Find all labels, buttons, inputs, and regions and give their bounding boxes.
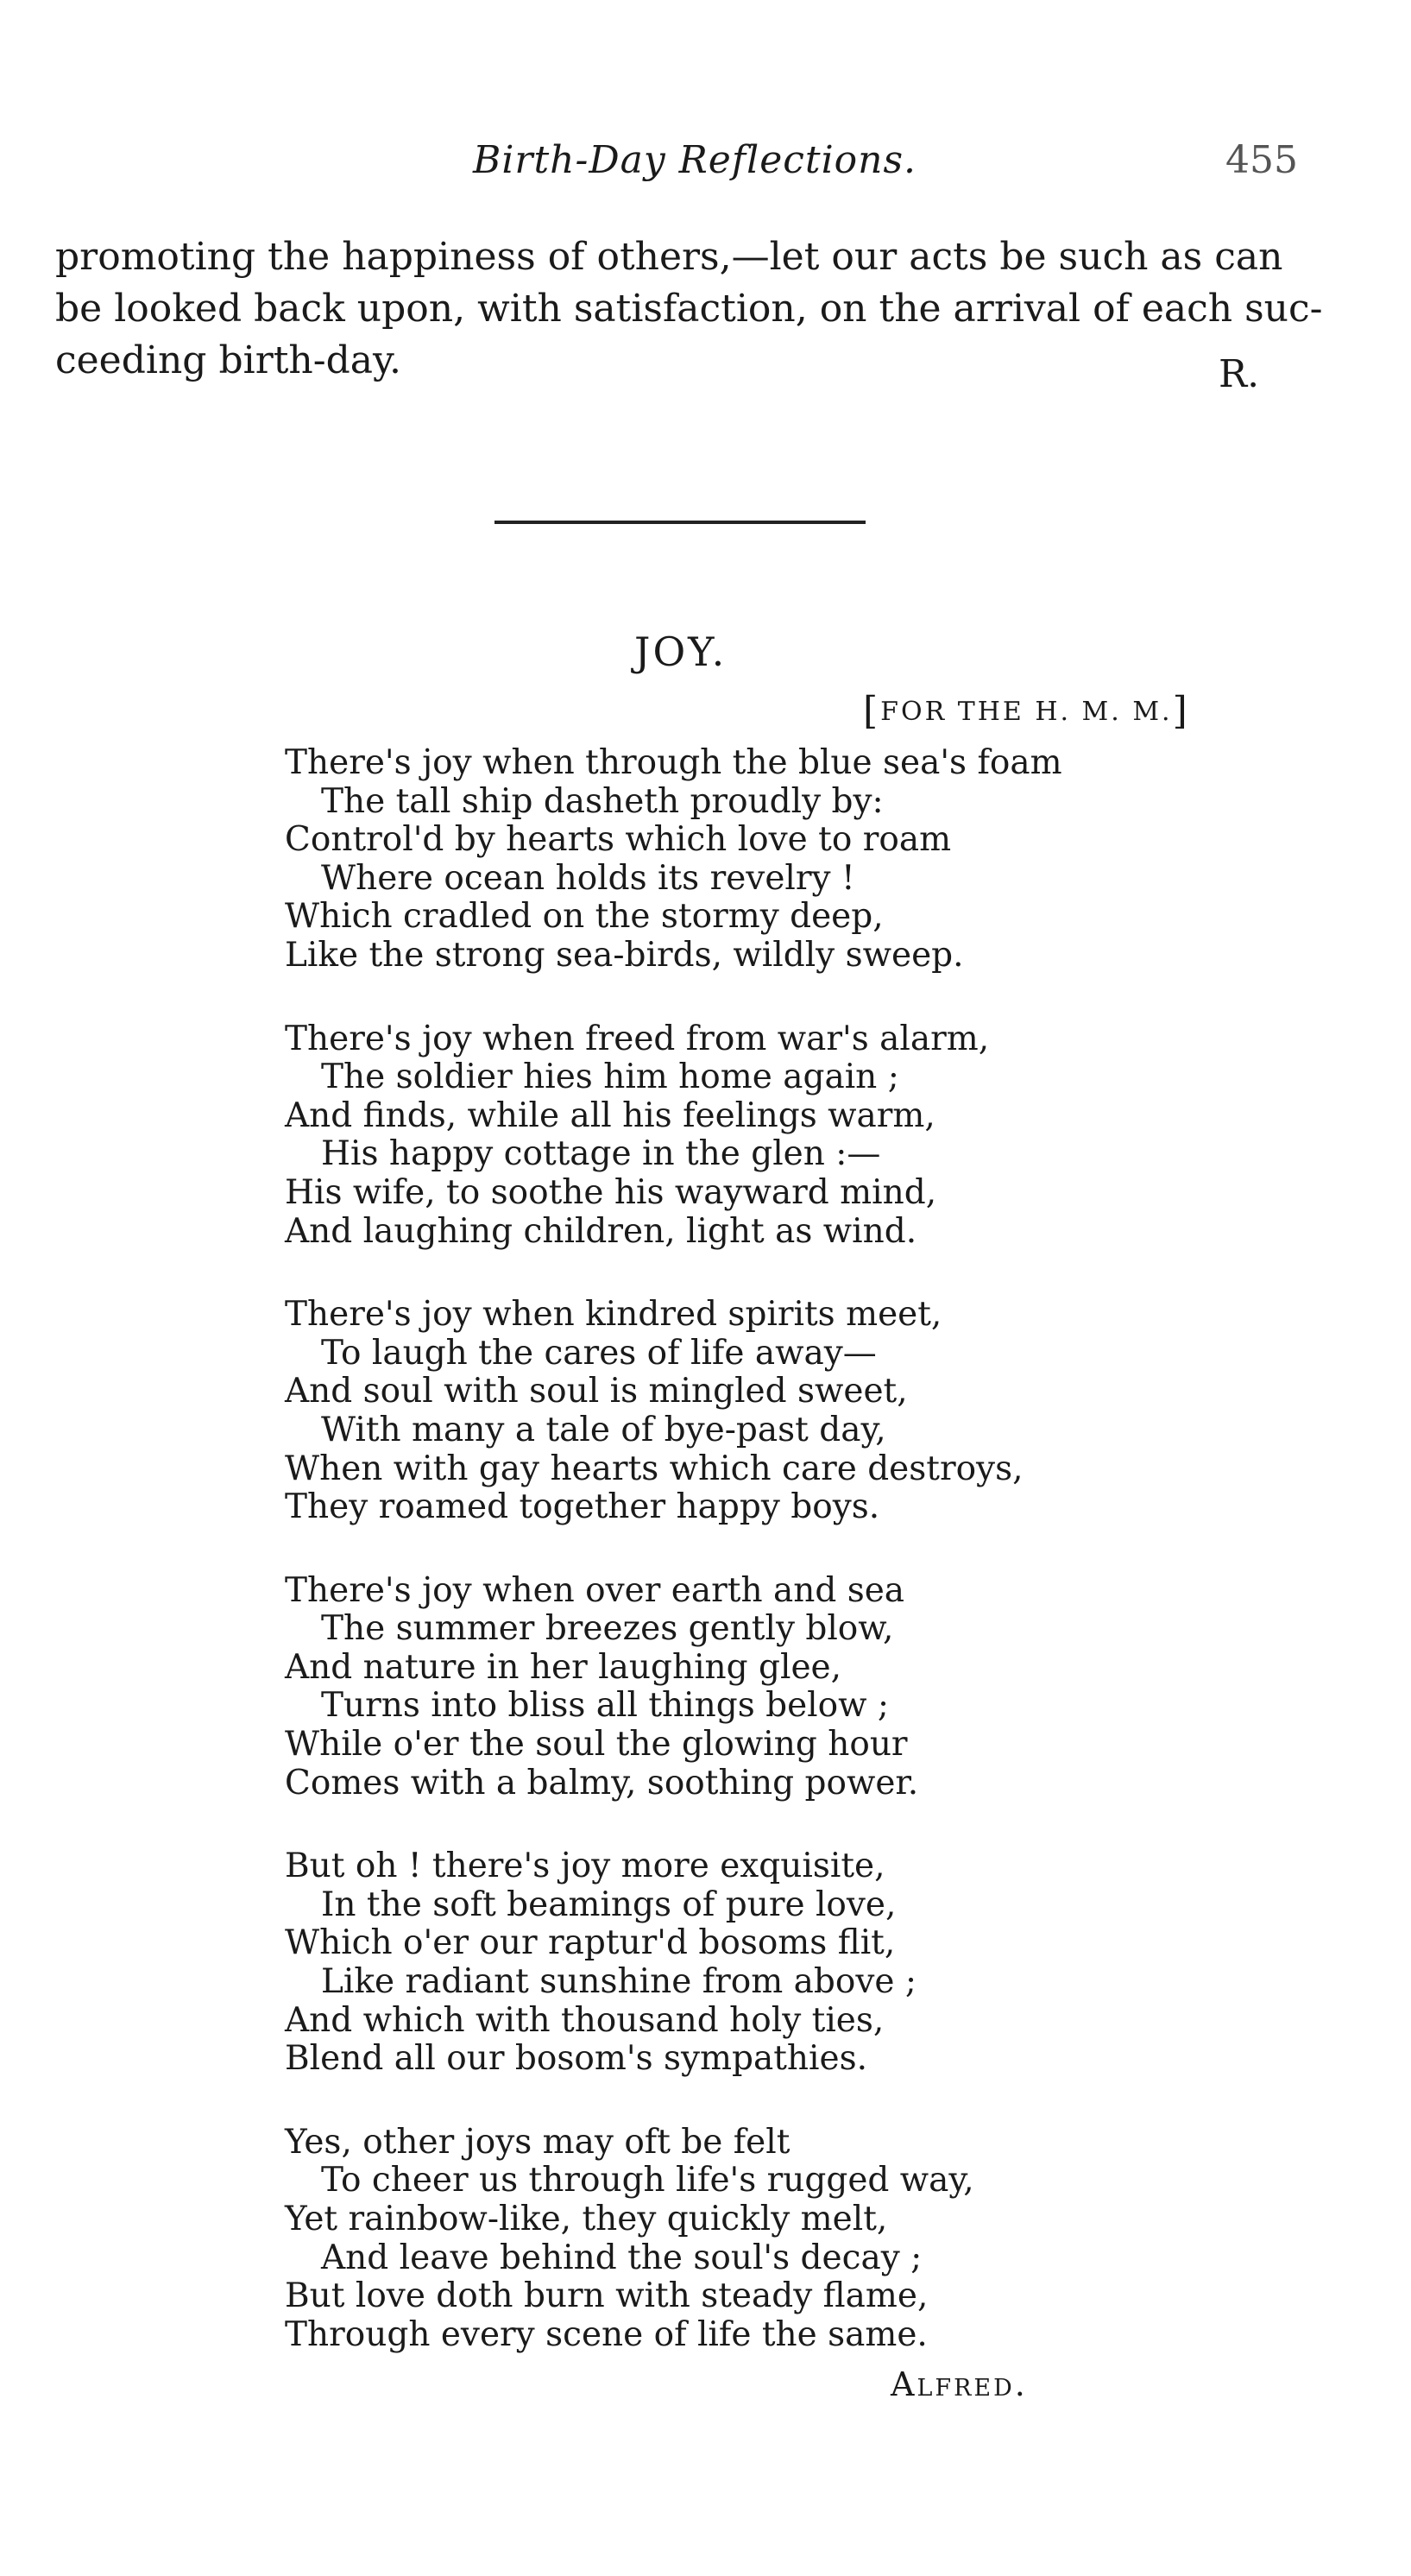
stanza xyxy=(285,1847,1148,2079)
attribution-open-bracket: [ xyxy=(863,689,881,733)
verse-line: The soldier hies him home again ; xyxy=(321,1058,899,1097)
running-head xyxy=(0,138,1411,190)
verse-line: Blend all our bosom's sympathies. xyxy=(285,2039,867,2079)
poem-attribution xyxy=(863,689,1190,733)
verse-line: Which cradled on the stormy deep, xyxy=(285,897,884,937)
attribution-close-bracket: ] xyxy=(1172,689,1190,733)
stanza xyxy=(285,1296,1148,1527)
verse-line: Yet rainbow-like, they quickly melt, xyxy=(285,2200,888,2238)
verse-line: And laughing children, light as wind. xyxy=(285,1211,917,1251)
poem-title: JOY. xyxy=(634,628,728,675)
running-title: Birth-Day Reflections. xyxy=(473,138,917,182)
verse-line: And nature in her laughing glee, xyxy=(285,1647,842,1687)
verse-line: Yes, other joys may oft be felt xyxy=(285,2122,791,2162)
verse-line: The tall ship dasheth proudly by: xyxy=(321,781,884,821)
verse-line: But oh ! there's joy more exquisite, xyxy=(285,1847,885,1886)
verse-line: Comes with a balmy, soothing power. xyxy=(285,1763,919,1803)
prose-line: promoting the happiness of others,—let our acts be such as can xyxy=(55,235,1283,279)
poem-author: Alfred. xyxy=(891,2365,1028,2403)
verse-line: But love doth burn with steady flame, xyxy=(285,2276,929,2316)
verse-line: His happy cottage in the glen :— xyxy=(321,1134,881,1174)
prose-signature: R. xyxy=(1219,352,1260,396)
attribution-text: FOR THE H. M. M. xyxy=(880,697,1173,727)
verse-line: To cheer us through life's rugged way, xyxy=(321,2161,974,2200)
verse-line: To laugh the cares of life away— xyxy=(321,1333,877,1373)
prose-line: ceeding birth-day. xyxy=(55,338,402,382)
verse-line: Turns into bliss all things below ; xyxy=(321,1686,890,1726)
verse-line: In the soft beamings of pure love, xyxy=(321,1885,897,1924)
verse-line: And leave behind the soul's decay ; xyxy=(321,2238,923,2277)
verse-line: And soul with soul is mingled sweet, xyxy=(285,1372,908,1411)
verse-line: The summer breezes gently blow, xyxy=(321,1609,894,1649)
prose-line: be looked back upon, with satisfaction, on the arrival of each suc- xyxy=(55,287,1323,331)
verse-line: Control'd by hearts which love to roam xyxy=(285,820,952,860)
verse-line: They roamed together happy boys. xyxy=(285,1487,880,1527)
verse-line: And which with thousand holy ties, xyxy=(285,2000,885,2040)
verse-line: There's joy when over earth and sea xyxy=(285,1570,905,1610)
verse-line: His wife, to soothe his wayward mind, xyxy=(285,1172,937,1212)
verse-line: Where ocean holds its revelry ! xyxy=(321,858,855,898)
verse-line: There's joy when freed from war's alarm, xyxy=(285,1019,990,1058)
stanza xyxy=(285,744,1148,975)
verse-line: There's joy when kindred spirits meet, xyxy=(285,1295,942,1335)
poem-body xyxy=(285,744,1148,2399)
verse-line: Like the strong sea-birds, wildly sweep. xyxy=(285,935,964,975)
verse-line: Like radiant sunshine from above ; xyxy=(321,1962,917,2002)
verse-line: And finds, while all his feelings warm, xyxy=(285,1095,935,1135)
verse-line: Through every scene of life the same. xyxy=(285,2314,928,2354)
page-number: 455 xyxy=(1225,138,1298,182)
stanza xyxy=(285,1020,1148,1252)
verse-line: Which o'er our raptur'd bosoms flit, xyxy=(285,1923,896,1963)
stanza xyxy=(285,1572,1148,1803)
section-divider xyxy=(494,521,866,524)
prose-paragraph xyxy=(55,231,1323,387)
stanza xyxy=(285,2124,1148,2355)
verse-line: With many a tale of bye-past day, xyxy=(321,1410,886,1449)
verse-line: When with gay hearts which care destroys, xyxy=(285,1449,1024,1488)
verse-line: While o'er the soul the glowing hour xyxy=(285,1725,908,1765)
verse-line: There's joy when through the blue sea's foam xyxy=(285,743,1062,782)
